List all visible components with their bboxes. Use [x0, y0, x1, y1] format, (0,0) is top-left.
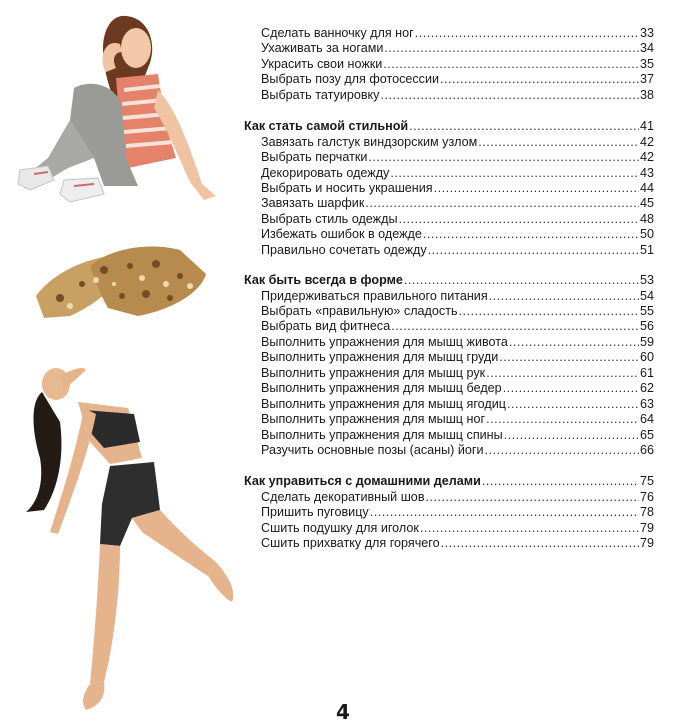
toc-entry — [244, 521, 654, 536]
toc-page-number: 56 — [639, 319, 654, 334]
toc-entry-title: Как управиться с домашними делами — [244, 474, 481, 489]
dot-leader — [365, 196, 639, 211]
toc-page-number: 62 — [639, 381, 654, 396]
toc-entry-title: Выбрать вид фитнеса — [261, 319, 391, 334]
toc-entry-title: Сшить подушку для иголок — [261, 520, 419, 535]
toc-entry-title: Выполнить упражнения для мышц спины — [261, 427, 503, 442]
toc-page-number: 54 — [639, 288, 654, 303]
dot-leader — [459, 304, 639, 319]
toc-page-number: 53 — [639, 273, 654, 288]
dot-leader — [420, 521, 639, 536]
toc-entry — [244, 428, 654, 443]
toc-entry — [244, 72, 654, 87]
section-gap — [244, 103, 654, 119]
toc-page-number: 76 — [639, 489, 654, 504]
dot-leader — [504, 428, 639, 443]
toc-entry-title: Придерживаться правильного питания — [261, 288, 488, 303]
toc-entry — [244, 135, 654, 150]
toc-page-number: 78 — [639, 505, 654, 520]
toc-entry-title: Выбрать «правильную» сладость — [261, 304, 458, 318]
toc-entry — [244, 196, 654, 211]
toc-entry — [244, 381, 654, 396]
toc-page-number: 75 — [639, 474, 654, 489]
toc-entry-title: Разучить основные позы (асаны) йоги — [261, 442, 484, 457]
toc-entry-title: Завязать галстук виндзорским узлом — [261, 134, 478, 149]
dot-leader — [368, 150, 639, 165]
toc-page-number: 65 — [639, 427, 654, 442]
toc-page-number: 45 — [639, 196, 654, 211]
toc-page-number: 43 — [639, 165, 654, 180]
jumping-dancer-photo — [20, 362, 252, 717]
toc-entry — [244, 335, 654, 350]
toc-page-number: 59 — [639, 334, 654, 349]
toc-entry-title: Правильно сочетать одежду — [261, 242, 427, 257]
toc-entry — [244, 166, 654, 181]
toc-section-heading — [244, 273, 654, 288]
toc-entry — [244, 412, 654, 427]
dot-leader — [409, 119, 639, 134]
toc-entry — [244, 181, 654, 196]
toc-entry — [244, 443, 654, 458]
toc-page-number: 42 — [639, 134, 654, 149]
toc-entry-title: Выполнить упражнения для мышц живота — [261, 334, 508, 349]
dot-leader — [426, 490, 639, 505]
dot-leader — [423, 227, 639, 242]
toc-entry-title: Выбрать перчатки — [261, 150, 368, 165]
toc-page-number: 35 — [639, 56, 654, 71]
dot-leader — [390, 166, 639, 181]
toc-page-number: 64 — [639, 412, 654, 427]
dot-leader — [399, 212, 639, 227]
toc-entry — [244, 319, 654, 334]
toc-entry-title: Сделать декоративный шов — [261, 489, 425, 504]
dot-leader — [509, 335, 639, 350]
toc-entry — [244, 243, 654, 258]
toc-entry-title: Как быть всегда в форме — [244, 273, 403, 288]
dot-leader — [482, 474, 639, 489]
toc-page-number: 48 — [639, 211, 654, 226]
toc-section-heading — [244, 474, 654, 489]
toc-page-number: 33 — [639, 26, 654, 40]
dot-leader — [404, 273, 639, 288]
dot-leader — [370, 505, 639, 520]
toc-entry-title: Как стать самой стильной — [244, 119, 409, 134]
toc-entry-title: Выполнить упражнения для мышц ягодиц — [261, 396, 506, 411]
dot-leader — [503, 381, 639, 396]
dot-leader — [486, 412, 639, 427]
toc-page-number: 51 — [639, 242, 654, 257]
section-gap — [244, 458, 654, 474]
toc-entry-title: Выполнить упражнения для мышц рук — [261, 365, 486, 380]
toc-entry — [244, 490, 654, 505]
toc-page-number: 41 — [639, 119, 654, 134]
toc-entry — [244, 41, 654, 56]
toc-page-number: 34 — [639, 41, 654, 56]
dot-leader — [485, 443, 639, 458]
toc-page-number: 38 — [639, 87, 654, 102]
toc-page-number: 55 — [639, 304, 654, 318]
dot-leader — [434, 181, 639, 196]
dot-leader — [391, 319, 639, 334]
toc-entry — [244, 505, 654, 520]
toc-entry-title: Сделать ванночку для ног — [261, 26, 414, 40]
dot-leader — [415, 26, 639, 41]
seated-girl-photo — [8, 8, 230, 208]
toc-entry — [244, 227, 654, 242]
toc-entry-title: Выполнить упражнения для мышц бедер — [261, 381, 502, 396]
dot-leader — [384, 41, 639, 56]
toc-entry-title: Избежать ошибок в одежде — [261, 227, 422, 242]
toc-section-heading — [244, 119, 654, 134]
toc-page-number: 44 — [639, 180, 654, 195]
toc-page-number: 60 — [639, 350, 654, 365]
toc-entry — [244, 289, 654, 304]
toc-page-number: 50 — [639, 227, 654, 242]
toc-entry-title: Выполнить упражнения для мышц ног — [261, 412, 486, 427]
table-of-contents — [244, 26, 654, 552]
toc-entry — [244, 26, 654, 41]
toc-page-number: 63 — [639, 396, 654, 411]
dot-leader — [478, 135, 639, 150]
dot-leader — [489, 289, 639, 304]
toc-entry — [244, 397, 654, 412]
toc-entry-title: Ухаживать за ногами — [261, 41, 384, 56]
dot-leader — [383, 57, 639, 72]
page-number: 4 — [336, 700, 350, 724]
toc-entry — [244, 350, 654, 365]
toc-page-number: 37 — [639, 72, 654, 87]
dot-leader — [507, 397, 639, 412]
dot-leader — [499, 350, 639, 365]
toc-entry-title: Украсить свои ножки — [261, 56, 383, 71]
toc-entry — [244, 304, 654, 319]
dot-leader — [440, 72, 639, 87]
toc-entry — [244, 88, 654, 103]
dot-leader — [428, 243, 639, 258]
toc-entry — [244, 212, 654, 227]
toc-page-number: 42 — [639, 150, 654, 165]
toc-entry-title: Завязать шарфик — [261, 196, 365, 211]
toc-entry-title: Сшить прихватку для горячего — [261, 536, 440, 551]
dot-leader — [486, 366, 639, 381]
section-gap — [244, 258, 654, 273]
toc-page-number: 66 — [639, 442, 654, 457]
toc-entry-title: Выбрать татуировку — [261, 87, 380, 102]
toc-entry-title: Выбрать позу для фотосессии — [261, 72, 440, 87]
toc-entry — [244, 536, 654, 551]
dot-leader — [380, 88, 639, 103]
toc-page-number: 61 — [639, 365, 654, 380]
toc-entry — [244, 150, 654, 165]
toc-entry — [244, 366, 654, 381]
toc-page-number: 79 — [639, 536, 654, 551]
toc-entry-title: Декорировать одежду — [261, 165, 390, 180]
granola-bars-photo — [30, 236, 212, 326]
toc-entry-title: Пришить пуговицу — [261, 505, 369, 520]
toc-entry-title: Выполнить упражнения для мышц груди — [261, 350, 499, 365]
toc-page-number: 79 — [639, 520, 654, 535]
toc-entry — [244, 57, 654, 72]
dot-leader — [441, 536, 639, 551]
toc-entry-title: Выбрать и носить украшения — [261, 180, 433, 195]
toc-entry-title: Выбрать стиль одежды — [261, 211, 398, 226]
